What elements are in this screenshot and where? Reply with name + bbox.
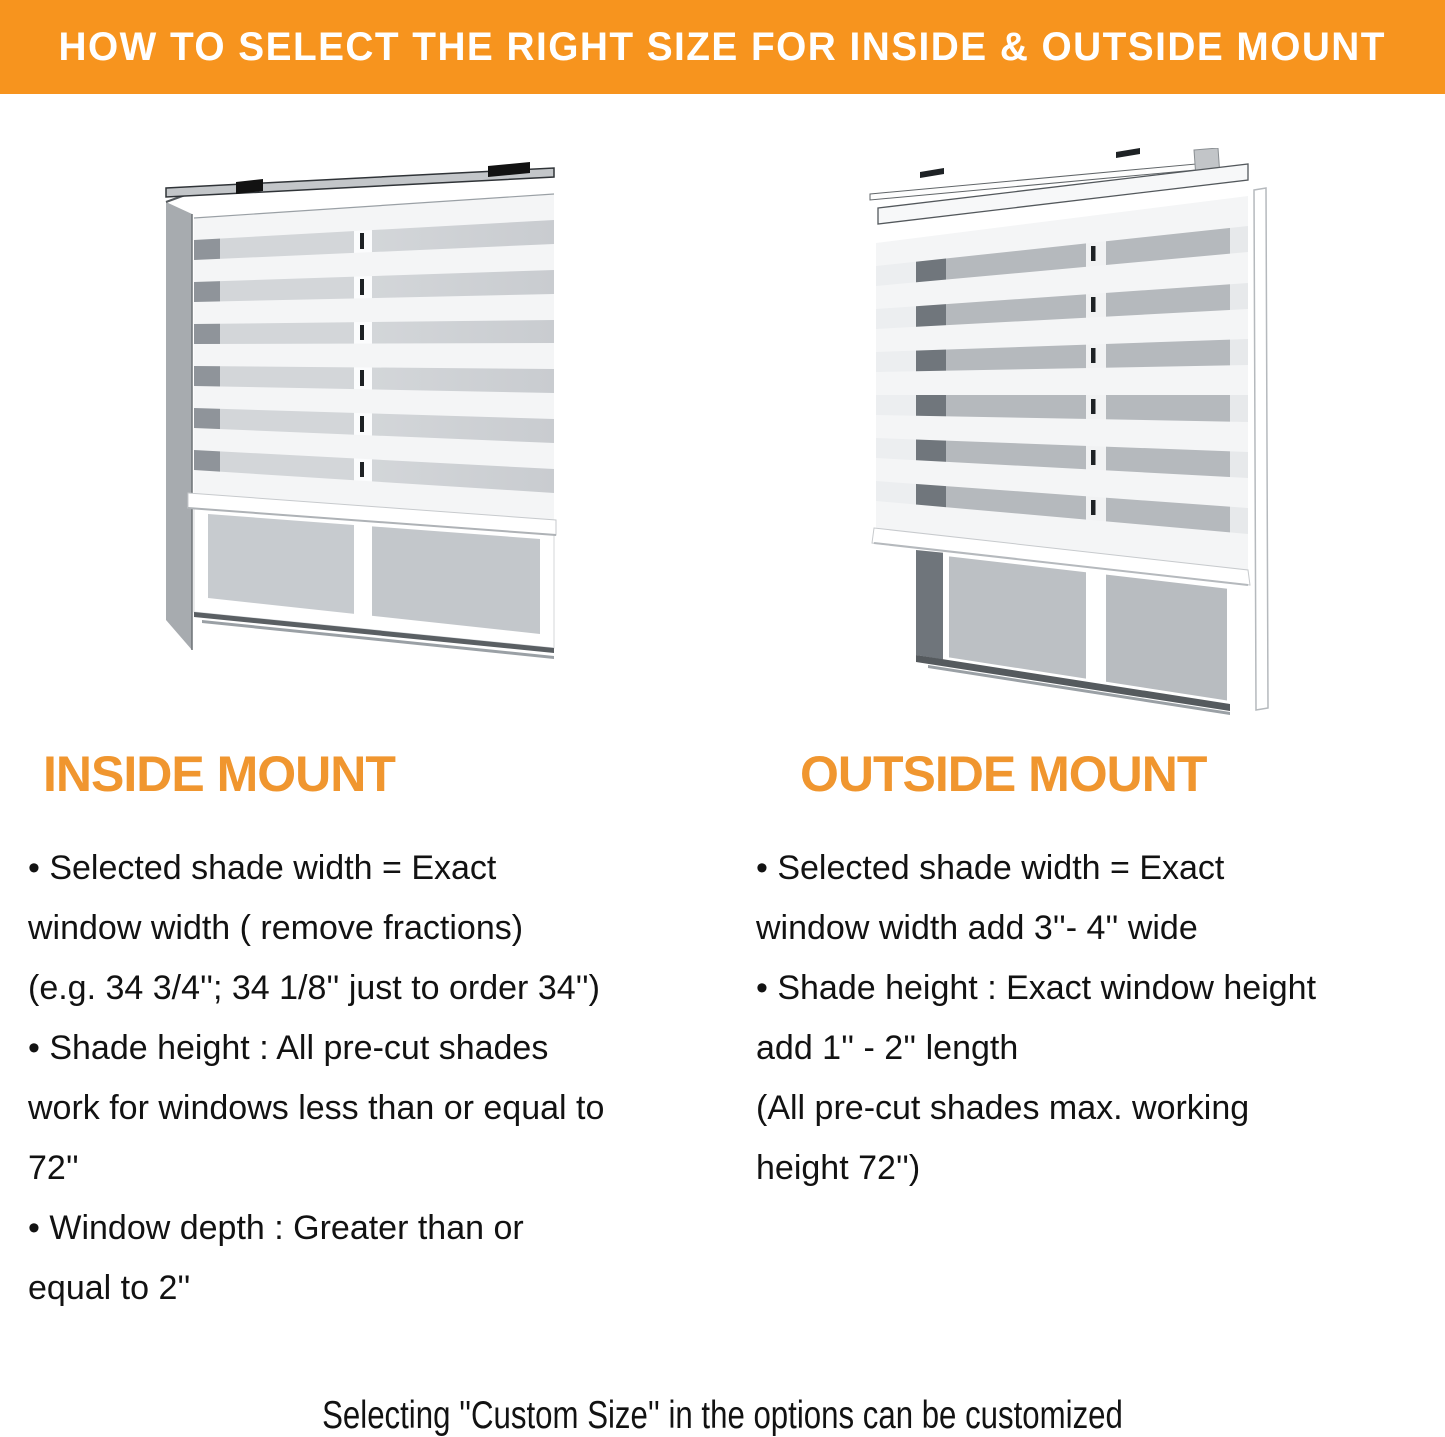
zebra-blind <box>876 196 1248 570</box>
outside-mount-heading: OUTSIDE MOUNT <box>800 746 1207 802</box>
instruction-line: • Shade height : Exact window height <box>756 969 1317 1007</box>
page-title: HOW TO SELECT THE RIGHT SIZE FOR INSIDE & OUTSIDE MOUNT <box>58 24 1387 69</box>
headrail <box>166 162 554 197</box>
instruction-line: • Selected shade width = Exact <box>756 849 1225 887</box>
custom-size-note <box>0 1396 1445 1436</box>
instruction-line: (e.g. 34 3/4''; 34 1/8'' just to order 34'') <box>28 969 600 1007</box>
instruction-line: add 1'' - 2'' length <box>756 1029 1019 1067</box>
inside-mount-heading: INSIDE MOUNT <box>43 746 395 802</box>
instruction-line: height 72'') <box>756 1149 921 1187</box>
instruction-line: equal to 2'' <box>28 1269 191 1307</box>
instruction-line: work for windows less than or equal to <box>28 1089 605 1127</box>
title-banner <box>0 0 1445 94</box>
instruction-line: window width ( remove fractions) <box>28 909 524 947</box>
outside-mount-instructions <box>756 838 1442 1198</box>
instruction-line: (All pre-cut shades max. working <box>756 1089 1250 1127</box>
side-rail <box>1254 188 1268 710</box>
inside-mount-instructions <box>28 838 728 1318</box>
instruction-line: • Selected shade width = Exact <box>28 849 497 887</box>
instruction-line: • Window depth : Greater than or <box>28 1209 524 1247</box>
custom-size-note-text: Selecting ''Custom Size'' in the options can be customized <box>322 1394 1123 1437</box>
instruction-line: window width add 3''- 4'' wide <box>756 909 1198 947</box>
window-casing <box>166 194 192 650</box>
instruction-line: • Shade height : All pre-cut shades <box>28 1029 549 1067</box>
instruction-line: 72'' <box>28 1149 79 1187</box>
inside-mount-illustration <box>158 150 558 695</box>
outside-mount-illustration <box>858 148 1278 723</box>
zebra-blind <box>194 194 554 522</box>
